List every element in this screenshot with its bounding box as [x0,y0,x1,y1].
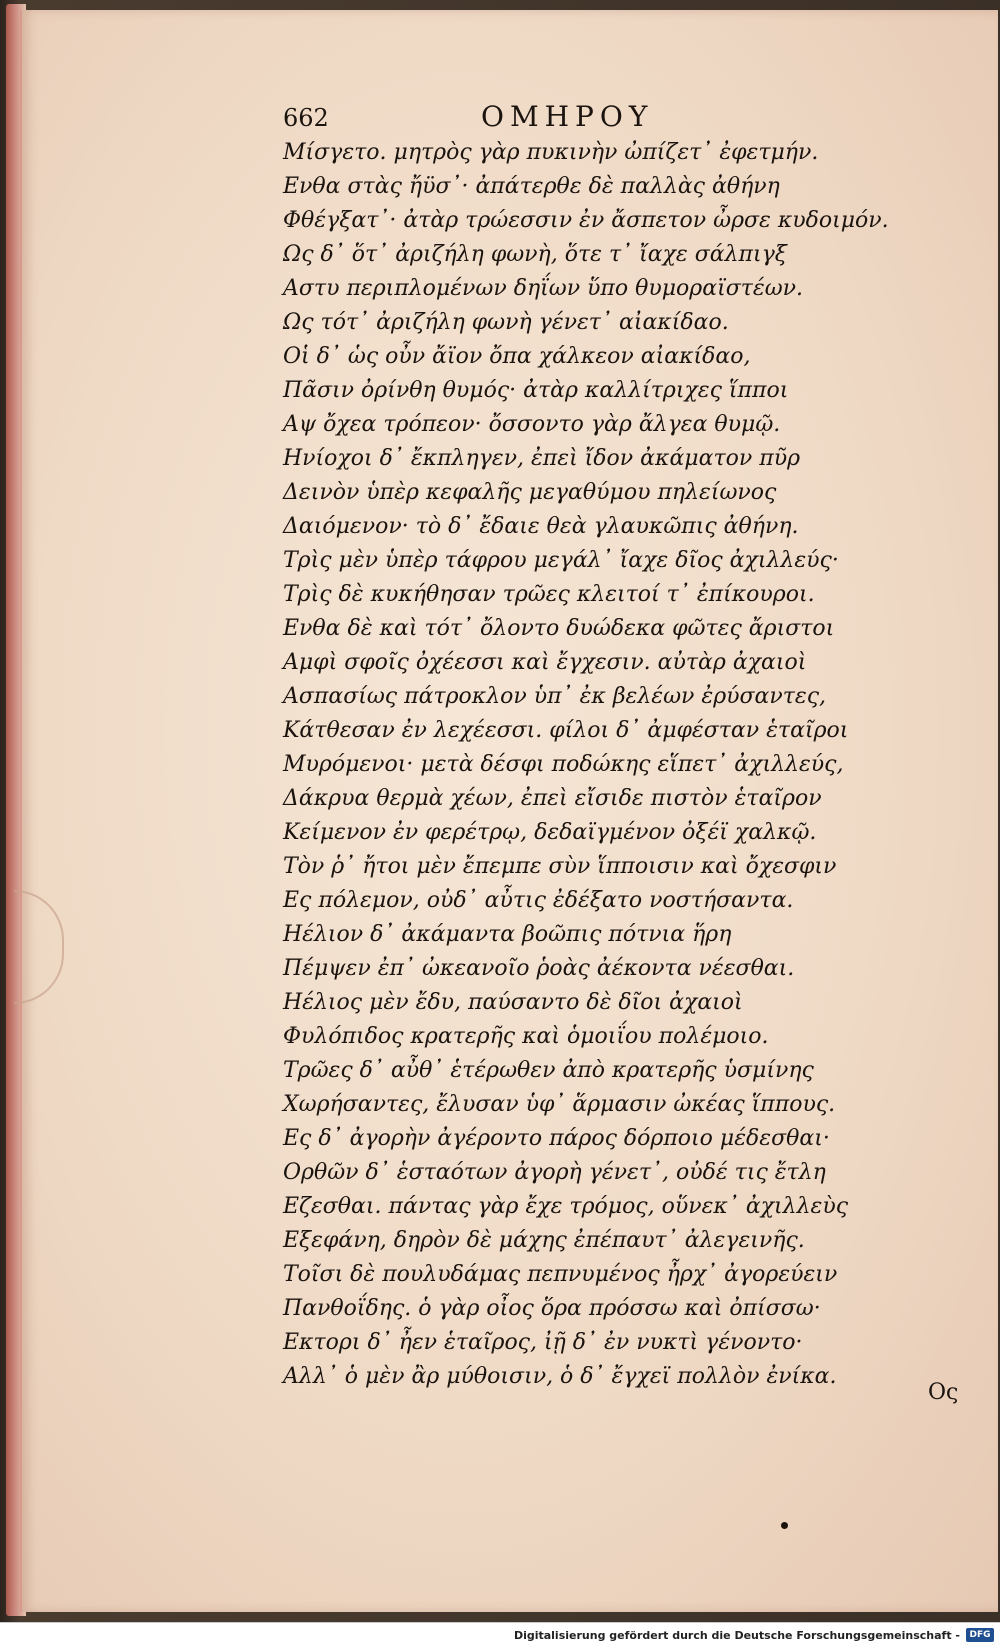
verse-line: Πανθοΐδης. ὁ γὰρ οἶος ὅρα πρόσσω καὶ ὀπίσσω· [283,1296,821,1321]
verse-line: Ηέλιον δ᾽ ἀκάμαντα βοῶπις πότνια ἥρη [283,922,732,947]
verse-line: Εκτορι δ᾽ ἦεν ἑταῖρος, ἰῇ δ᾽ ἐν νυκτὶ γένοντο· [283,1330,803,1355]
verse-line: Τρὶς μὲν ὑπὲρ τάφρου μεγάλ᾽ ἴαχε δῖος ἀχιλλεύς· [283,548,839,573]
page-stain [14,890,64,1004]
verse-line: Ες πόλεμον, οὐδ᾽ αὖτις ἐδέξατο νοστήσαντα. [283,888,794,913]
page-header [283,100,983,136]
verse-line: Κείμενον ἐν φερέτρῳ, δεδαϊγμένον ὀξέϊ χαλκῷ. [283,820,817,845]
page-number: 662 [283,104,329,132]
verse-line: Ηνίοχοι δ᾽ ἔκπληγεν, ἐπεὶ ἴδον ἀκάματον πῦρ [283,446,801,471]
verse-line: Αμφὶ σφοῖς ὀχέεσσι καὶ ἔγχεσιν. αὐτὰρ ἀχαιοὶ [283,650,807,675]
verse-line: Τρῶες δ᾽ αὖθ᾽ ἑτέρωθεν ἀπὸ κρατερῆς ὑσμίνης [283,1058,814,1083]
verse-line: Μίσγετο. μητρὸς γὰρ πυκινὴν ὠπίζετ᾽ ἐφετμήν. [283,140,819,165]
verse-line: Χωρήσαντες, ἔλυσαν ὑφ᾽ ἅρμασιν ὠκέας ἵππους. [283,1092,836,1117]
verse-list [283,136,943,1394]
verse-line: Αψ ὄχεα τρόπεον· ὄσσοντο γὰρ ἄλγεα θυμῷ. [283,412,781,437]
verse-line: Ενθα δὲ καὶ τότ᾽ ὄλοντο δυώδεκα φῶτες ἄριστοι [283,616,835,641]
running-title: ΟΜΗΡΟΥ [481,100,654,133]
verse-line: Εζεσθαι. πάντας γὰρ ἔχε τρόμος, οὕνεκ᾽ ἀχιλλεὺς [283,1194,849,1219]
verse-line: Εξεφάνη, δηρὸν δὲ μάχης ἐπέπαυτ᾽ ἀλεγεινῆς. [283,1228,805,1253]
verse-line: Ορθῶν δ᾽ ἑσταότων ἀγορὴ γένετ᾽, οὐδέ τις ἔτλη [283,1160,826,1185]
verse-line: Τὸν ῥ᾽ ἤτοι μὲν ἔπεμπε σὺν ἵπποισιν καὶ ὄχεσφιν [283,854,837,879]
verse-line: Πέμψεν ἐπ᾽ ὠκεανοῖο ῥοὰς ἀέκοντα νέεσθαι. [283,956,795,981]
verse-line: Φυλόπιδος κρατερῆς καὶ ὁμοιΐου πολέμοιο. [283,1024,769,1049]
verse-line: Δάκρυα θερμὰ χέων, ἐπεὶ εἴσιδε πιστὸν ἑταῖρον [283,786,822,811]
verse-line: Ως τότ᾽ ἀριζήλη φωνὴ γένετ᾽ αἰακίδαο. [283,310,729,335]
verse-line: Δεινὸν ὑπὲρ κεφαλῆς μεγαθύμου πηλείωνος [283,480,777,505]
verse-line: Αλλ᾽ ὁ μὲν ἂρ μύθοισιν, ὁ δ᾽ ἔγχεϊ πολλὸν ἐνίκα. [283,1364,837,1389]
funding-footer [0,1622,1000,1648]
verse-line: Πᾶσιν ὀρίνθη θυμός· ἀτὰρ καλλίτριχες ἵπποι [283,378,789,403]
funding-note: Digitalisierung gefördert durch die Deutsche Forschungsgemeinschaft - [513,1629,960,1642]
verse-line: Φθέγξατ᾽· ἀτὰρ τρώεσσιν ἐν ἄσπετον ὦρσε κυδοιμόν. [283,208,889,233]
verse-line: Ηέλιος μὲν ἔδυ, παύσαντο δὲ δῖοι ἀχαιοὶ [283,990,743,1015]
dfg-logo: DFG [966,1628,994,1642]
verse-line: Ως δ᾽ ὅτ᾽ ἀριζήλη φωνὴ, ὅτε τ᾽ ἴαχε σάλπιγξ [283,242,787,267]
verse-line: Δαιόμενον· τὸ δ᾽ ἔδαιε θεὰ γλαυκῶπις ἀθήνη. [283,514,799,539]
verse-line: Κάτθεσαν ἐν λεχέεσσι. φίλοι δ᾽ ἀμφέσταν ἑταῖροι [283,718,849,743]
verse-line: Ασπασίως πάτροκλον ὑπ᾽ ἐκ βελέων ἐρύσαντες, [283,684,827,709]
verse-line: Οἱ δ᾽ ὡς οὖν ἄϊον ὄπα χάλκεον αἰακίδαο, [283,344,751,369]
catchword: Ος [928,1380,959,1405]
verse-line: Τρὶς δὲ κυκήθησαν τρῶες κλειτοί τ᾽ ἐπίκουροι. [283,582,815,607]
verse-line: Αστυ περιπλομένων δηΐων ὕπο θυμοραϊστέων. [283,276,804,301]
verse-line: Τοῖσι δὲ πουλυδάμας πεπνυμένος ἦρχ᾽ ἀγορεύειν [283,1262,838,1287]
ink-dot [781,1522,788,1529]
verse-line: Ες δ᾽ ἀγορὴν ἀγέροντο πάρος δόρποιο μέδεσθαι· [283,1126,830,1151]
verse-line: Μυρόμενοι· μετὰ δέσφι ποδώκης εἵπετ᾽ ἀχιλλεύς, [283,752,844,777]
verse-line: Ενθα στὰς ἤϋσ᾽· ἀπάτερθε δὲ παλλὰς ἀθήνη [283,174,780,199]
